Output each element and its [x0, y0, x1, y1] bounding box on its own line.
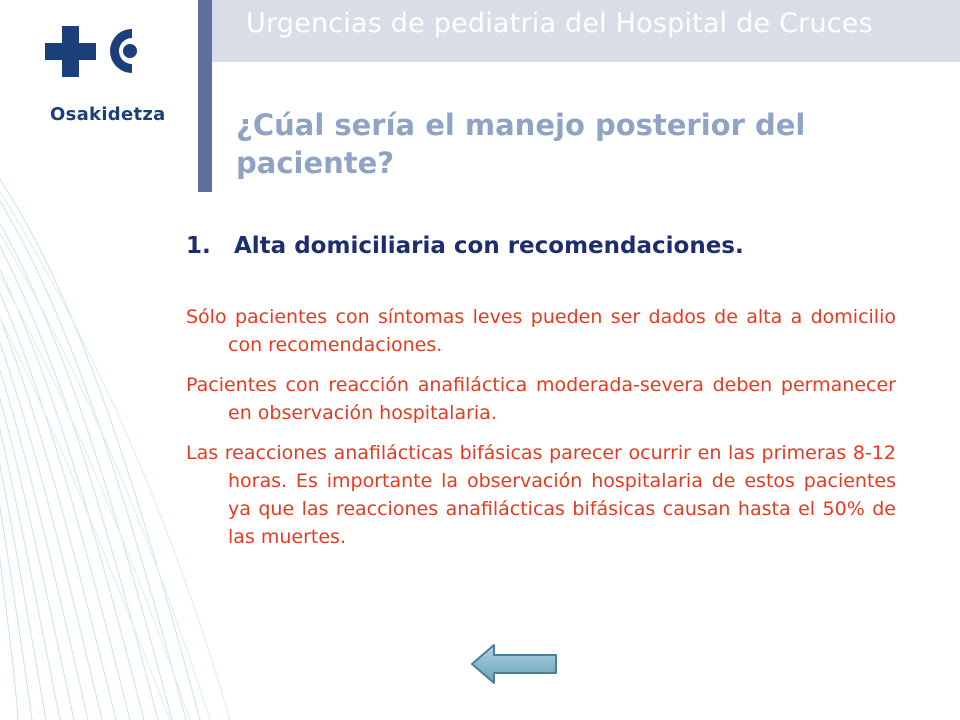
slide-title: ¿Cúal sería el manejo posterior del paciente? — [236, 108, 806, 180]
section-heading-text: Alta domiciliaria con recomendaciones. — [234, 233, 744, 259]
body-text — [186, 303, 896, 563]
header-title: Urgencias de pediatria del Hospital de Cruces — [246, 8, 873, 39]
left-arrow-icon[interactable] — [470, 643, 558, 685]
logo-text: Osakidetza — [50, 104, 166, 125]
vertical-accent-bar — [198, 0, 212, 192]
paragraph-1: Sólo pacientes con síntomas leves pueden ser dados de alta a domicilio con recomendaciones. — [186, 306, 896, 356]
paragraph-3: Las reacciones anafilácticas bifásicas parecer ocurrir en las primeras 8-12 horas. Es importante la observación hospitalaria de estos pacientes ya que las reacciones anafilácticas bifásicas causan hasta el 50% de las muertes. — [186, 442, 896, 548]
section-number: 1. — [186, 233, 211, 259]
section-heading — [186, 230, 926, 262]
paragraph-2: Pacientes con reacción anafiláctica moderada-severa deben permanecer en observación hospitalaria. — [186, 374, 896, 424]
